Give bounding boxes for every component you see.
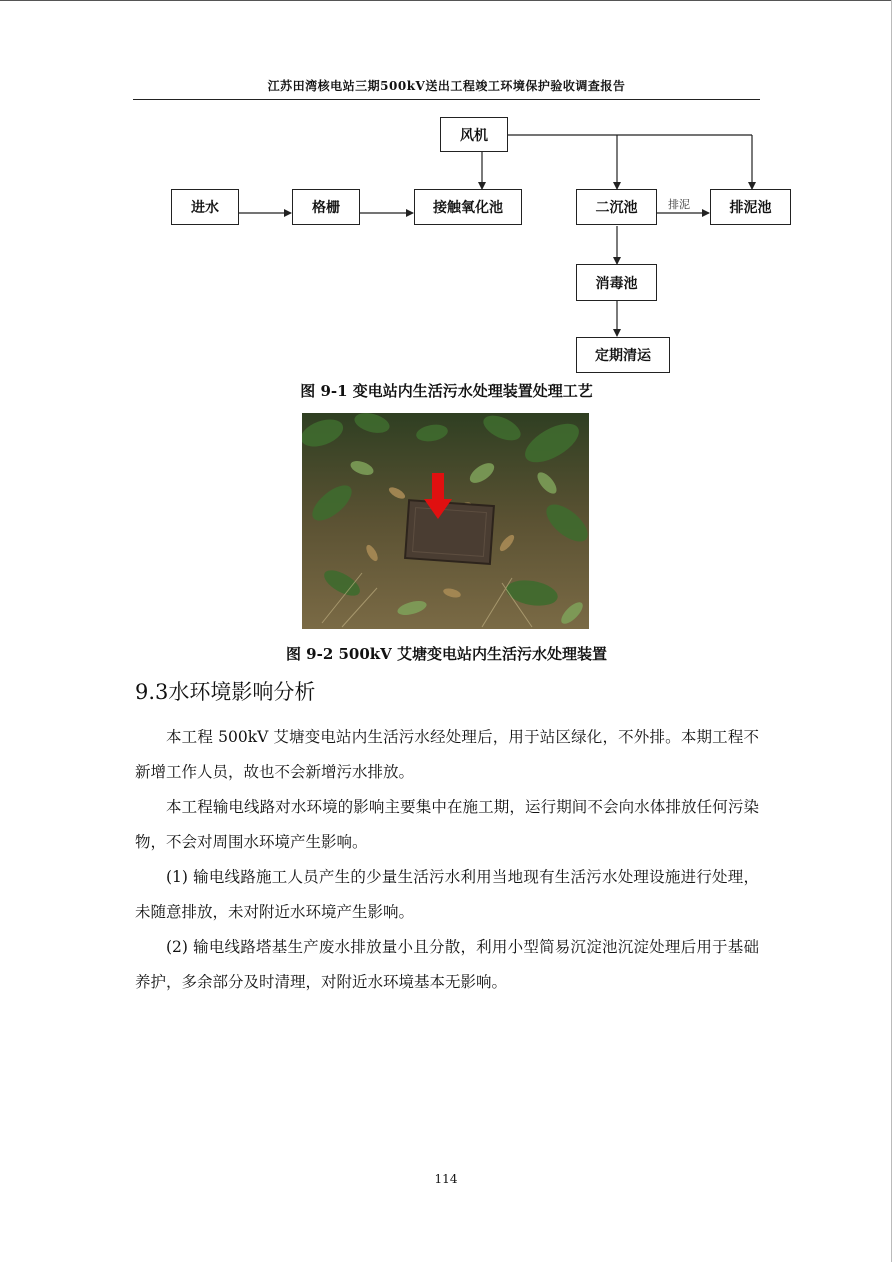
flow-node-fan: 风机: [440, 117, 508, 152]
paragraph-3: (1) 输电线路施工人员产生的少量生活污水利用当地现有生活污水处理设施进行处理，未随意排放，未对附近水环境产生影响。: [135, 868, 759, 921]
sewage-device-photo: [302, 413, 589, 629]
paragraph-2: 本工程输电线路对水环境的影响主要集中在施工期，运行期间不会向水体排放任何污染物，不会对周围水环境产生影响。: [135, 798, 759, 851]
paragraph-4: (2) 输电线路塔基生产废水排放量小且分散，利用小型简易沉淀池沉淀处理后用于基础养护，多余部分及时清理，对附近水环境基本无影响。: [135, 938, 759, 991]
section-title: 9.3水环境影响分析: [135, 680, 316, 704]
page-border-top: [0, 0, 892, 1]
header-rule: [133, 99, 760, 100]
flow-node-inflow: 进水: [171, 189, 239, 225]
flow-node-disinfection: 消毒池: [576, 264, 657, 301]
flow-node-contact-oxidation: 接触氧化池: [414, 189, 522, 225]
flow-node-secondary-sedimentation: 二沉池: [576, 189, 657, 225]
paragraph-1: 本工程 500kV 艾塘变电站内生活污水经处理后，用于站区绿化，不外排。本期工程不新增工作人员，故也不会新增污水排放。: [135, 728, 759, 781]
photo-illustration: [302, 413, 589, 629]
figure-9-2-caption: 图 9-2 500kV 艾塘变电站内生活污水处理装置: [285, 645, 608, 663]
flow-node-grille: 格栅: [292, 189, 360, 225]
section-body: [135, 720, 759, 1000]
flow-node-sludge-pool: 排泥池: [710, 189, 791, 225]
page-number: 114: [434, 1172, 458, 1186]
figure-9-1-caption: 图 9-1 变电站内生活污水处理装置处理工艺: [300, 382, 593, 400]
report-header-title: 江苏田湾核电站三期500kV送出工程竣工环境保护验收调查报告: [267, 79, 626, 93]
edge-label-sludge-discharge: 排泥: [668, 198, 690, 211]
flow-node-periodic-removal: 定期清运: [576, 337, 670, 373]
